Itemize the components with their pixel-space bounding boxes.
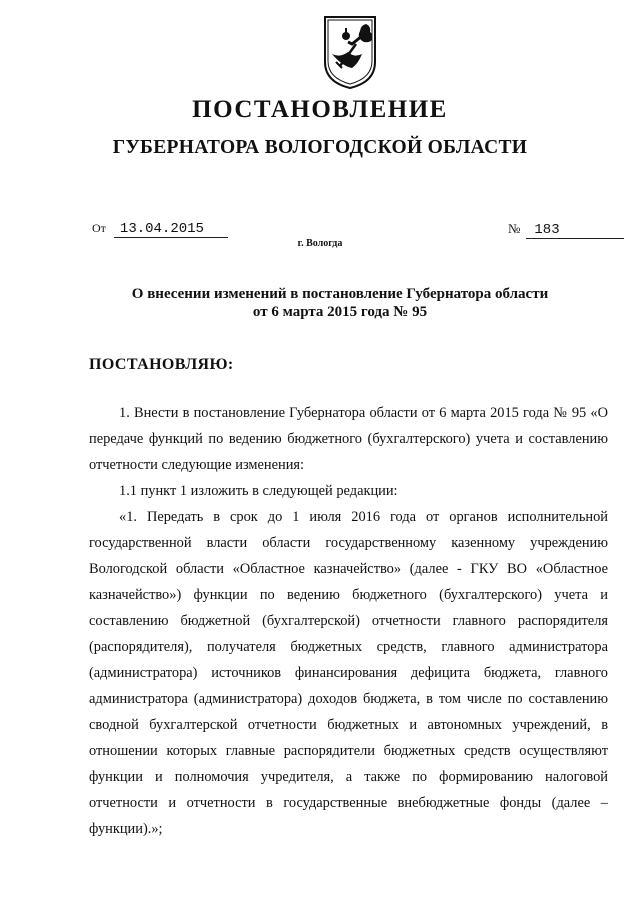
date-value: 13.04.2015	[114, 222, 228, 238]
document-body	[89, 400, 608, 842]
date-label: От	[92, 221, 106, 235]
paragraph-1: 1. Внести в постановление Губернатора области от 6 марта 2015 года № 95 «О передаче функций по ведению бюджетного (бухгалтерского) учета и составлению отчетности следующие изменения:	[89, 405, 608, 473]
subject-line-2: от 6 марта 2015 года № 95	[252, 304, 428, 320]
decree-heading: ПОСТАНОВЛЯЮ:	[89, 356, 234, 373]
date-field	[92, 221, 228, 238]
city-label: г. Вологда	[297, 238, 343, 249]
document-subtitle: ГУБЕРНАТОРА ВОЛОГОДСКОЙ ОБЛАСТИ	[112, 137, 528, 158]
number-label: №	[508, 221, 521, 236]
coat-of-arms-icon	[322, 14, 378, 90]
paragraph-2: 1.1 пункт 1 изложить в следующей редакции:	[119, 483, 398, 499]
document-title: ПОСТАНОВЛЕНИЕ	[192, 96, 448, 123]
number-value: 183	[526, 223, 624, 239]
document-subject	[120, 285, 560, 321]
paragraph-3: «1. Передать в срок до 1 июля 2016 года от органов исполнительной государственной власти области государственному казенному учреждению Вологодской области «Областное казначейство» (далее - ГКУ ВО «Областное казначейство») функции по ведению бюджетного (бухгалтерского) учета и составлению бюджетной (бухгалтерской) отчетности главного распорядителя (распорядителя), получателя бюджетных средств, главного администратора (администратора) источников финансирования дефицита бюджета, главного администратора (администратора) доходов бюджета, в том числе по составлению сводной бухгалтерской отчетности бюджетных и автономных учреждений, в отношении которых главные распорядители бюджетных средств осуществляют функции и полномочия учредителя, а также по формированию налоговой отчетности и отчетности в государственные внебюджетные фонды (далее – функции).»;	[89, 509, 608, 837]
subject-line-1: О внесении изменений в постановление Губернатора области	[131, 286, 549, 302]
number-field	[508, 221, 624, 239]
